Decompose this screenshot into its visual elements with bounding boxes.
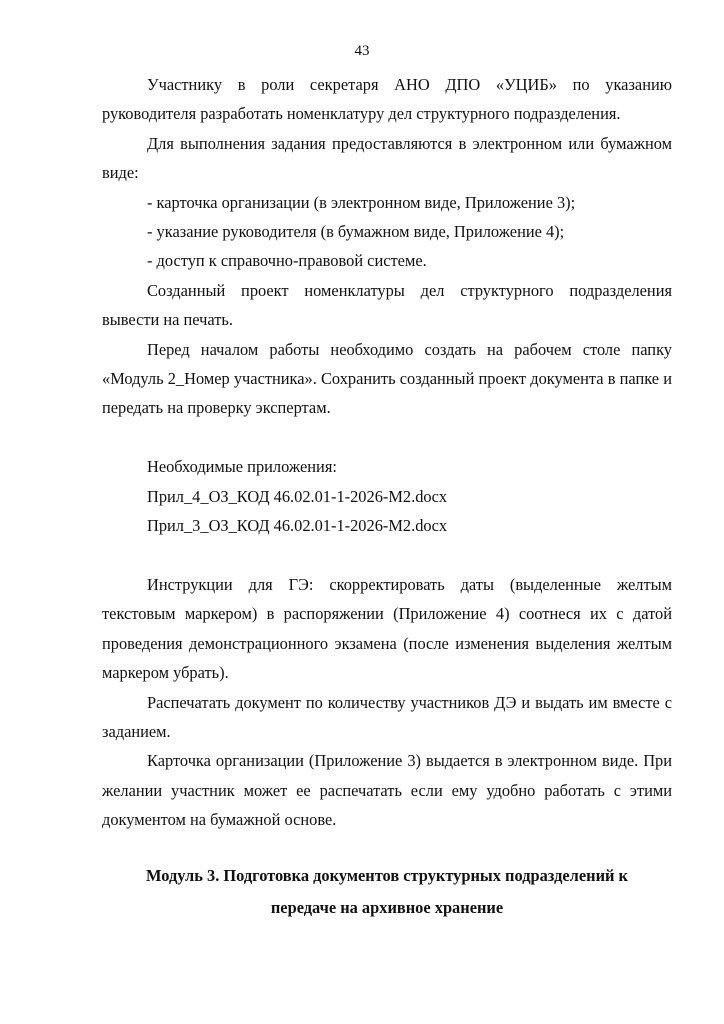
list-item: - доступ к справочно-правовой системе.: [147, 251, 427, 271]
paragraph-task: Участнику в роли секретаря АНО ДПО «УЦИБ» по указанию руководителя разработать номенклатуру дел структурного подразделения.: [102, 75, 672, 124]
attachment-item: Прил_4_ОЗ_КОД 46.02.01-1-2026-М2.docx: [147, 486, 448, 506]
document-body: [102, 70, 672, 924]
paragraph-print: Созданный проект номенклатуры дел структурного подразделения вывести на печать.: [102, 280, 672, 330]
paragraph-folder: Перед началом работы необходимо создать на рабочем столе папку «Модуль 2_Номер участника». Сохранить созданный проект документа в папке и передать на проверку экспертам.: [102, 339, 672, 418]
attachment-item: Прил_3_ОЗ_КОД 46.02.01-1-2026-М2.docx: [147, 516, 448, 536]
list-item: - карточка организации (в электронном виде, Приложение 3);: [147, 192, 576, 212]
spacer: [102, 540, 672, 569]
paragraph-instructions: Инструкции для ГЭ: скорректировать даты (выделенные желтым текстовым маркером) в распоряжении (Приложение 4) соотнеся их с датой проведения демонстрационного экзамена (после изменения выделения желтым маркером убрать).: [102, 574, 672, 683]
module-heading: Модуль 3. Подготовка документов структурных подразделений к передаче на архивное хранение: [146, 865, 628, 917]
page-number: 43: [354, 43, 370, 59]
paragraph-materials: Для выполнения задания предоставляются в электронном или бумажном виде:: [102, 133, 672, 183]
list-item: - указание руководителя (в бумажном виде, Приложение 4);: [147, 222, 565, 242]
spacer: [102, 423, 672, 452]
spacer: [102, 835, 672, 860]
attachments-title: Необходимые приложения:: [147, 457, 337, 477]
paragraph-distribute: Распечатать документ по количеству участников ДЭ и выдать им вместе с заданием.: [102, 692, 672, 741]
paragraph-card: Карточка организации (Приложение 3) выдается в электронном виде. При желании участник может ее распечатать если ему удобно работать с этими документом на бумажной основе.: [102, 751, 672, 830]
